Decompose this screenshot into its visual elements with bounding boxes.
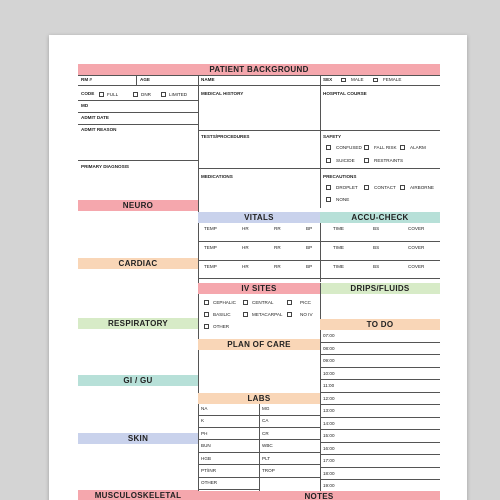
- iv-no-iv-label: NO IV: [300, 311, 313, 317]
- rule: [78, 85, 198, 86]
- to-do-time: 09:00: [323, 358, 335, 363]
- lab-label: BUN: [201, 443, 211, 449]
- to-do-time: 15:00: [323, 433, 335, 438]
- precaution-airborne-label: AIRBORNE: [410, 184, 434, 190]
- rule: [78, 160, 198, 161]
- precaution-airborne-checkbox[interactable]: [400, 185, 405, 190]
- iv-cephalic-checkbox[interactable]: [204, 300, 209, 305]
- code-dnr-checkbox[interactable]: [133, 92, 138, 97]
- safety-restraints-label: RESTRAINTS: [374, 157, 404, 163]
- to-do-time: 19:00: [323, 483, 335, 488]
- iv-cephalic-label: CEPHALIC: [213, 299, 236, 305]
- rule: [320, 467, 440, 468]
- iv-central-checkbox[interactable]: [243, 300, 248, 305]
- accu-time-label: TIME: [333, 264, 344, 269]
- sex-male-checkbox[interactable]: [341, 78, 346, 83]
- rule: [198, 427, 320, 428]
- vitals-temp-label: TEMP: [204, 226, 217, 231]
- rm-label: RM #: [81, 77, 92, 82]
- rule: [198, 464, 320, 465]
- labs-header: LABS: [198, 393, 320, 404]
- to-do-time: 16:00: [323, 445, 335, 451]
- code-limited-checkbox[interactable]: [161, 92, 166, 97]
- safety-label: SAFETY: [323, 134, 342, 139]
- divider: [320, 75, 321, 208]
- hospital-course-label: HOSPITAL COURSE: [323, 91, 367, 96]
- vitals-hr-label: HR: [242, 264, 249, 269]
- admit-reason-label: ADMIT REASON: [81, 127, 117, 132]
- iv-picc-checkbox[interactable]: [287, 300, 292, 305]
- iv-picc-label: PICC: [300, 299, 311, 305]
- to-do-time: 11:00: [323, 383, 335, 388]
- iv-other-checkbox[interactable]: [204, 324, 209, 329]
- to-do-time: 13:00: [323, 408, 335, 413]
- precautions-label: PRECAUTIONS: [323, 174, 357, 179]
- rule: [320, 454, 440, 455]
- accu-bs-label: BS: [373, 264, 380, 269]
- to-do-time: 12:00: [323, 395, 335, 401]
- md-label: MD: [81, 103, 89, 108]
- sex-female-checkbox[interactable]: [373, 78, 378, 83]
- safety-fall-risk-label: FALL RISK: [374, 144, 397, 150]
- vitals-hr-label: HR: [242, 226, 249, 231]
- rule: [320, 429, 440, 430]
- lab-label: MG: [262, 406, 270, 411]
- medications-label: MEDICATIONS: [201, 174, 233, 179]
- primary-diagnosis-label: PRIMARY DIAGNOSIS: [81, 164, 129, 169]
- vitals-hr-label: HR: [242, 245, 249, 250]
- code-dnr-label: DNR: [141, 91, 151, 97]
- to-do-time: 07:00: [323, 333, 335, 338]
- iv-other-label: OTHER: [213, 323, 230, 329]
- safety-suicide-checkbox[interactable]: [326, 158, 331, 163]
- to-do-header: TO DO: [320, 319, 440, 330]
- divider: [198, 208, 199, 500]
- rule: [320, 241, 440, 242]
- rule: [320, 367, 440, 368]
- to-do-time: 17:00: [323, 458, 335, 463]
- musculoskeletal-header: MUSCULOSKELETAL: [78, 490, 198, 500]
- accu-check-header: ACCU-CHECK: [320, 212, 440, 223]
- safety-suicide-label: SUICIDE: [336, 157, 355, 163]
- divider: [259, 404, 260, 491]
- sex-female-label: FEMALE: [383, 77, 402, 82]
- name-label: NAME: [201, 77, 215, 82]
- lab-label: HGB: [201, 455, 211, 461]
- to-do-time: 10:00: [323, 370, 335, 376]
- sex-label: SEX: [323, 77, 333, 82]
- plan-of-care-header: PLAN OF CARE: [198, 339, 320, 350]
- rule: [198, 85, 440, 86]
- rule: [198, 241, 320, 242]
- rule: [320, 442, 440, 443]
- admit-date-label: ADMIT DATE: [81, 115, 109, 120]
- accu-cover-label: COVER: [408, 226, 425, 231]
- lab-label: CA: [262, 418, 269, 424]
- lab-label: TROP: [262, 468, 275, 473]
- rule: [320, 417, 440, 418]
- lab-label: NA: [201, 406, 208, 411]
- divider: [198, 75, 199, 208]
- age-label: AGE: [140, 77, 150, 82]
- to-do-time: 14:00: [323, 420, 335, 426]
- lab-label: K: [201, 418, 205, 424]
- rule: [198, 439, 320, 440]
- iv-sites-header: IV SITES: [198, 283, 320, 294]
- safety-fall-risk-checkbox[interactable]: [364, 145, 369, 150]
- tests-procedures-label: TESTS/PROCEDURES: [201, 134, 250, 139]
- rule: [198, 278, 440, 279]
- rule: [78, 112, 198, 113]
- rule: [320, 392, 440, 393]
- vitals-temp-label: TEMP: [204, 245, 217, 250]
- vitals-rr-label: RR: [274, 245, 281, 250]
- rule: [320, 379, 440, 380]
- vitals-rr-label: RR: [274, 264, 281, 269]
- rule: [320, 479, 440, 480]
- precaution-droplet-label: DROPLET: [336, 184, 358, 190]
- vitals-rr-label: RR: [274, 226, 281, 231]
- iv-basilic-checkbox[interactable]: [204, 312, 209, 317]
- cardiac-header: CARDIAC: [78, 258, 198, 269]
- to-do-time: 08:00: [323, 345, 335, 351]
- accu-cover-label: COVER: [408, 245, 425, 250]
- skin-header: SKIN: [78, 433, 198, 444]
- lab-label: PH: [201, 430, 208, 436]
- safety-alarm-label: ALARM: [410, 144, 426, 150]
- rule: [78, 100, 198, 101]
- precaution-contact-checkbox[interactable]: [364, 185, 369, 190]
- rule: [198, 489, 259, 490]
- rule: [78, 124, 198, 125]
- precaution-droplet-checkbox[interactable]: [326, 185, 331, 190]
- rule: [198, 415, 320, 416]
- iv-no-iv-checkbox[interactable]: [287, 312, 292, 317]
- safety-alarm-checkbox[interactable]: [400, 145, 405, 150]
- code-label: CODE: [81, 91, 95, 96]
- rule: [320, 354, 440, 355]
- accu-bs-label: BS: [373, 245, 380, 250]
- precaution-none-checkbox[interactable]: [326, 197, 331, 202]
- gi-gu-header: GI / GU: [78, 375, 198, 386]
- vitals-bp-label: BP: [306, 264, 313, 269]
- notes-header: NOTES: [198, 491, 440, 500]
- rule: [78, 75, 440, 76]
- lab-label: WBC: [262, 443, 273, 449]
- iv-central-label: CENTRAL: [252, 299, 274, 305]
- to-do-time: 18:00: [323, 470, 335, 476]
- vitals-header: VITALS: [198, 212, 320, 223]
- precaution-contact-label: CONTACT: [374, 184, 396, 190]
- lab-label: CR: [262, 430, 269, 436]
- iv-metacarpal-checkbox[interactable]: [243, 312, 248, 317]
- patient-background-header: PATIENT BACKGROUND: [78, 64, 440, 75]
- vitals-bp-label: BP: [306, 245, 313, 250]
- rule: [198, 130, 440, 131]
- lab-label: PLT: [262, 455, 271, 461]
- rule: [198, 477, 320, 478]
- code-full-label: FULL: [107, 91, 119, 97]
- iv-metacarpal-label: METACARPAL: [252, 311, 283, 317]
- rule: [198, 452, 320, 453]
- patient-sheet: [49, 35, 467, 500]
- accu-time-label: TIME: [333, 226, 344, 231]
- vitals-bp-label: BP: [306, 226, 313, 231]
- vitals-temp-label: TEMP: [204, 264, 217, 269]
- iv-basilic-label: BASILIC: [213, 311, 231, 317]
- code-limited-label: LIMITED: [169, 91, 188, 97]
- medical-history-label: MEDICAL HISTORY: [201, 91, 244, 96]
- rule: [198, 260, 320, 261]
- safety-confused-label: CONFUSED: [336, 144, 362, 150]
- accu-cover-label: COVER: [408, 264, 425, 269]
- accu-time-label: TIME: [333, 245, 344, 250]
- rule: [320, 404, 440, 405]
- safety-restraints-checkbox[interactable]: [364, 158, 369, 163]
- lab-label: PT/INR: [201, 468, 217, 473]
- rule: [320, 260, 440, 261]
- neuro-header: NEURO: [78, 200, 198, 211]
- safety-confused-checkbox[interactable]: [326, 145, 331, 150]
- drips-fluids-header: DRIPS/FLUIDS: [320, 283, 440, 294]
- divider: [136, 75, 137, 85]
- lab-label: OTHER: [201, 480, 218, 486]
- rule: [320, 342, 440, 343]
- precaution-none-label: NONE: [336, 196, 350, 202]
- accu-bs-label: BS: [373, 226, 380, 231]
- code-full-checkbox[interactable]: [99, 92, 104, 97]
- respiratory-header: RESPIRATORY: [78, 318, 198, 329]
- rule: [198, 168, 440, 169]
- sex-male-label: MALE: [351, 77, 364, 82]
